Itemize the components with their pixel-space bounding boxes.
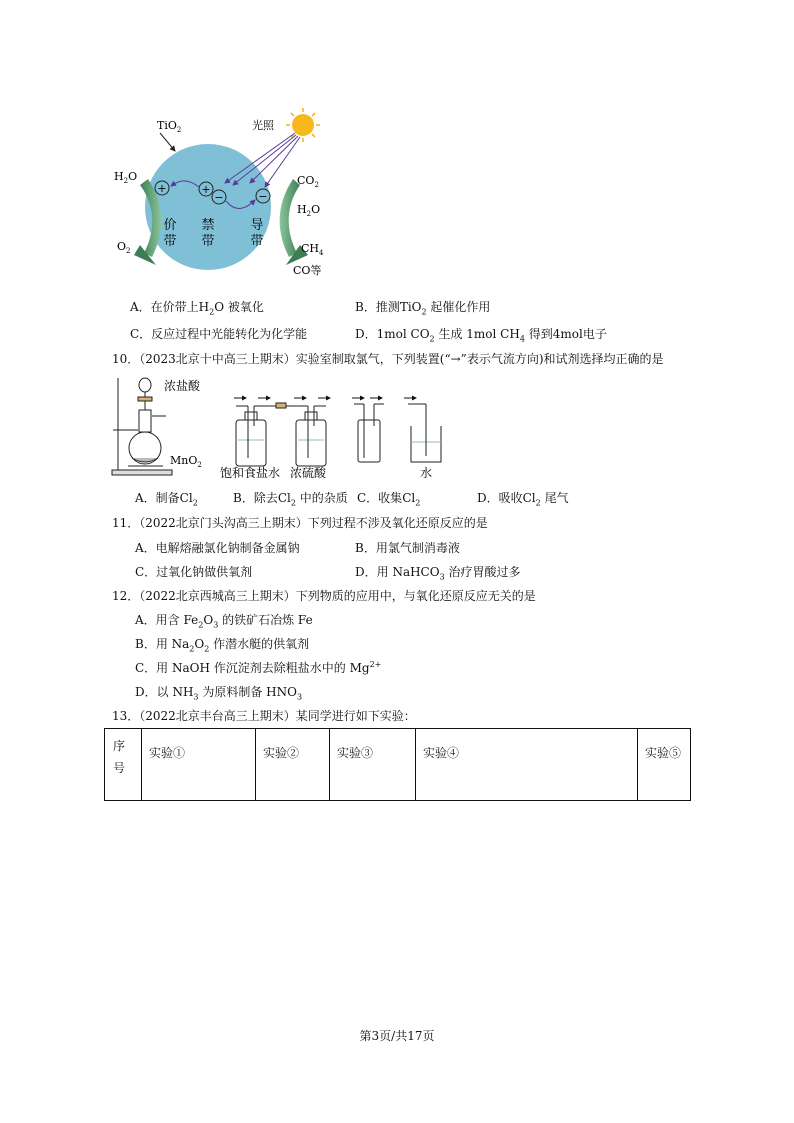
q11-option-b[interactable]: B．用氯气制消毒液: [355, 541, 460, 555]
chlorine-apparatus-diagram: [108, 370, 458, 482]
q10-option-b[interactable]: B．除去$Cl_2$ 中的杂质: [233, 491, 348, 508]
svg-text:CH4: $CH_4$: [301, 242, 324, 257]
q12-option-b[interactable]: B．用 $Na_2O_2$ 作潜水艇的供氧剂: [135, 637, 310, 654]
svg-text:带: 带: [250, 234, 264, 249]
svg-text:H2O: $H_2O$: [114, 170, 138, 185]
svg-text:H2O: $H_2O$: [297, 203, 321, 218]
svg-text:+: +: [201, 183, 211, 196]
table-row: [105, 729, 691, 801]
q9-option-d[interactable]: D．1mol $CO_2$ 生成 1mol $CH_4$ 得到4mol电子: [355, 327, 607, 344]
svg-text:水: 水: [420, 466, 433, 480]
svg-text:导: 导: [250, 218, 264, 233]
svg-text:+: +: [157, 182, 167, 195]
svg-text:带: 带: [163, 234, 177, 249]
q11-option-c[interactable]: C．过氧化钠做供氧剂: [135, 565, 253, 579]
svg-text:−: −: [214, 191, 224, 204]
experiment-table: [104, 728, 691, 801]
svg-text:带: 带: [201, 234, 215, 249]
q9-option-c[interactable]: C．反应过程中光能转化为化学能: [130, 327, 308, 341]
table-header-exp2: 实验②: [256, 729, 330, 801]
svg-text:饱和食盐水: 饱和食盐水: [220, 466, 281, 480]
table-header-exp3: 实验③: [330, 729, 416, 801]
q9-option-b[interactable]: B．推测TiO$_2$ 起催化作用: [355, 300, 491, 317]
conduction-arc: [280, 179, 300, 257]
table-header-index: 序号: [105, 729, 142, 801]
page-footer: 第3页/共17页: [359, 1029, 435, 1043]
svg-text:浓盐酸: 浓盐酸: [164, 379, 201, 393]
q11-stem: 11．（2022北京门头沟高三上期末）下列过程不涉及氧化还原反应的是: [112, 516, 488, 530]
q11-option-d[interactable]: D．用 NaHCO$_3$ 治疗胃酸过多: [355, 565, 521, 582]
q9-option-a[interactable]: A．在价带上$H_2O$ 被氧化: [130, 300, 264, 317]
photocatalysis-diagram: [100, 105, 360, 290]
q10-option-c[interactable]: C．收集$Cl_2$: [357, 491, 421, 508]
svg-text:O2: $O_2$: [117, 240, 131, 255]
svg-text:禁: 禁: [201, 218, 215, 233]
q12-option-d[interactable]: D．以 $NH_3$ 为原料制备 $HNO_3$: [135, 685, 303, 702]
sun-icon: [286, 108, 320, 142]
table-header-exp5: 实验⑤: [638, 729, 691, 801]
svg-text:光照: 光照: [252, 119, 274, 132]
svg-text:CO等: CO等: [293, 264, 322, 277]
q12-option-c[interactable]: C．用 NaOH 作沉淀剂去除粗盐水中的 $Mg^{2+}$: [135, 660, 382, 675]
q12-stem: 12．（2022北京西城高三上期末）下列物质的应用中，与氧化还原反应无关的是: [112, 589, 536, 603]
svg-text:价: 价: [163, 218, 177, 233]
svg-text:−: −: [258, 190, 268, 203]
table-header-exp1: 实验①: [142, 729, 256, 801]
q10-option-d[interactable]: D．吸收$Cl_2$ 尾气: [477, 491, 569, 508]
svg-text:浓硫酸: 浓硫酸: [290, 466, 327, 480]
q13-stem: 13．（2022北京丰台高三上期末）某同学进行如下实验：: [112, 709, 416, 723]
svg-text:MnO2: MnO$_2$: [170, 454, 202, 469]
table-header-exp4: 实验④: [416, 729, 638, 801]
q10-option-a[interactable]: A．制备$Cl_2$: [135, 491, 198, 508]
q10-stem: 10．（2023北京十中高三上期末）实验室制取氯气，下列装置(“→”表示气流方向)和试剂选择均正确的是: [112, 352, 664, 366]
q11-option-a[interactable]: A．电解熔融氯化钠制备金属钠: [135, 541, 300, 555]
svg-text:CO2: $CO_2$: [297, 174, 319, 189]
svg-text:TiO2: TiO$_2$: [157, 119, 182, 134]
q12-option-a[interactable]: A．用含 $Fe_2O_3$ 的铁矿石冶炼 Fe: [135, 613, 313, 630]
tio2-sphere: [145, 144, 271, 270]
